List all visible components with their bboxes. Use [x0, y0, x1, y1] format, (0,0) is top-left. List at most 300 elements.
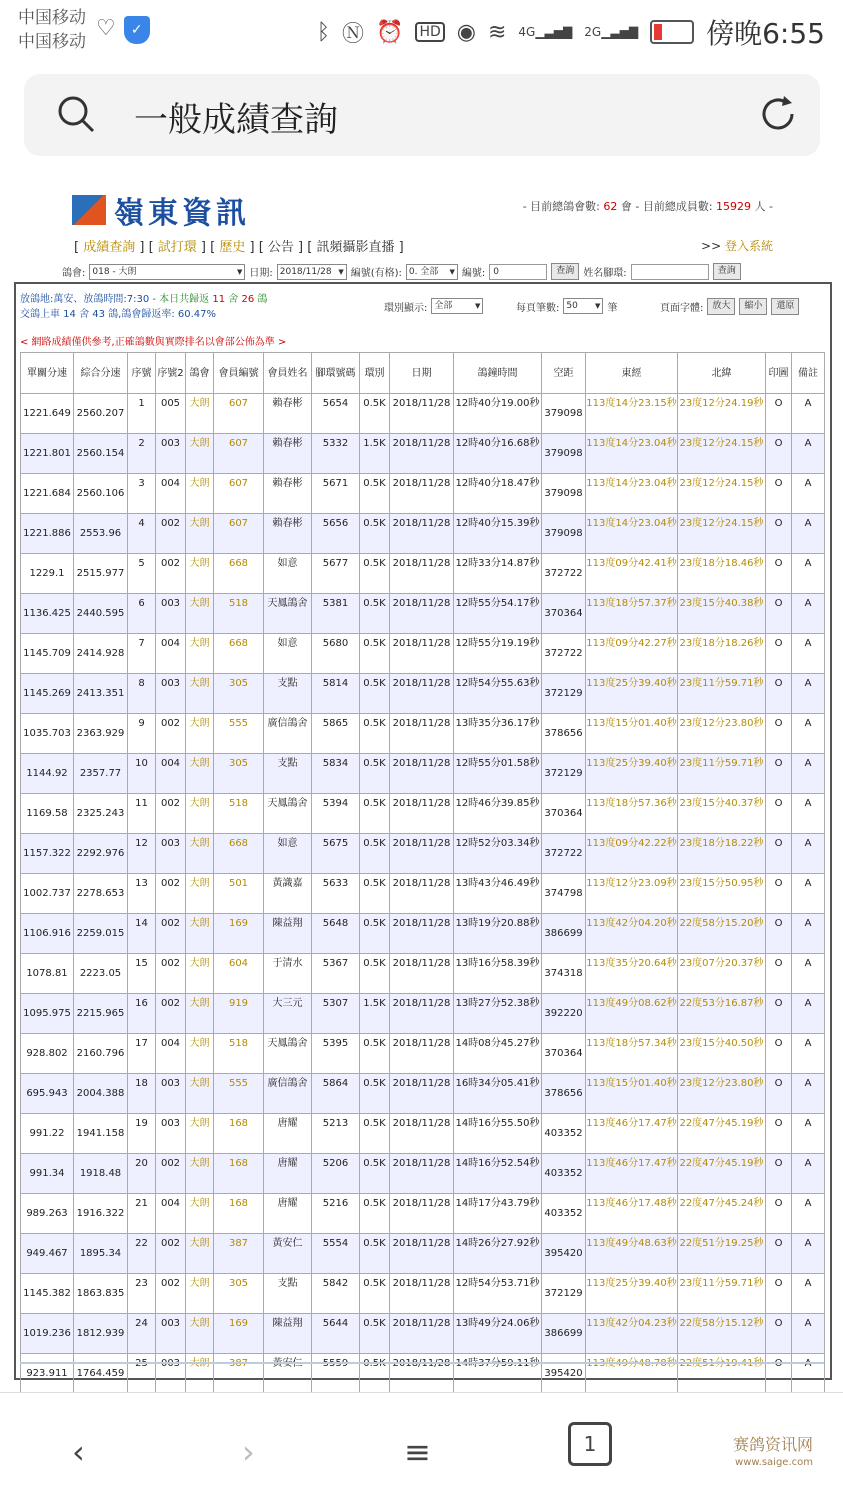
logo-text: 嶺東資訊: [114, 196, 250, 231]
table-cell: [766, 1354, 792, 1394]
table-cell: 2018/11/28: [390, 994, 454, 1034]
table-cell: 113度14分23.04秒: [586, 514, 678, 554]
date-select[interactable]: 2018/11/28 ▼: [277, 264, 347, 280]
table-cell: 002: [156, 1234, 186, 1274]
table-cell: 2004.388: [74, 1074, 128, 1114]
table-cell: 23度12分23.80秒: [678, 1074, 766, 1114]
table-cell: 大朗: [186, 674, 214, 714]
query-button[interactable]: 查詢: [551, 263, 579, 280]
table-cell: 1.5K: [360, 434, 390, 474]
table-cell: 113度09分42.27秒: [586, 634, 678, 674]
table-row: [21, 474, 825, 514]
nav-live[interactable]: 訊頻攝影直播: [316, 240, 395, 255]
table-cell: [156, 1354, 186, 1394]
zoom-out-button[interactable]: 縮小: [739, 298, 767, 315]
table-cell: 0.5K: [360, 674, 390, 714]
table-cell: 2: [128, 434, 156, 474]
table-cell: A: [792, 1234, 825, 1274]
table-cell: 004: [156, 1034, 186, 1074]
table-cell[interactable]: 501: [214, 874, 264, 914]
table-cell: 大朗: [186, 914, 214, 954]
table-cell: 113度15分01.40秒: [586, 714, 678, 754]
table-row: [21, 1114, 825, 1154]
table-cell: 1764.459: [74, 1354, 128, 1394]
table-cell: 113度49分08.62秒: [586, 994, 678, 1034]
table-cell: 113度42分04.20秒: [586, 914, 678, 954]
col-header: 印圖: [766, 353, 792, 394]
table-cell: 2018/11/28: [390, 1154, 454, 1194]
table-cell: 5554: [312, 1234, 360, 1274]
table-cell: 1916.322: [74, 1194, 128, 1234]
table-row: [21, 674, 825, 714]
table-cell: 002: [156, 994, 186, 1034]
table-cell: 2018/11/28: [390, 394, 454, 434]
table-cell: 002: [156, 914, 186, 954]
table-cell: 002: [156, 1274, 186, 1314]
table-cell[interactable]: 607: [214, 514, 264, 554]
table-cell: O: [766, 554, 792, 594]
bottom-nav-bar: [0, 1392, 843, 1501]
col-header: 日期: [390, 353, 454, 394]
name-ring-input[interactable]: [631, 264, 709, 280]
watermark: 赛鸽资讯网 www.saige.com: [732, 1435, 813, 1468]
table-cell: 395420: [542, 1354, 586, 1394]
table-cell: 10: [128, 754, 156, 794]
table-cell: 5654: [312, 394, 360, 434]
nfc-icon: Ⓝ: [342, 21, 365, 47]
table-cell: A: [792, 634, 825, 674]
col-header: 序號: [128, 353, 156, 394]
table-cell: 2018/11/28: [390, 674, 454, 714]
table-cell: 廣信鴿舍: [264, 714, 312, 754]
table-cell: 002: [156, 514, 186, 554]
filter-bar: 鴿會: 018 - 大朗 ▼ 日期: 2018/11/28 ▼ 編號(有格): 0. 全部 ▼ 編號: 0 查詢 姓名腳環: 查詢: [62, 263, 741, 280]
table-cell: 386699: [542, 914, 586, 954]
login-link[interactable]: 登入系統: [724, 239, 773, 253]
table-cell: 5394: [312, 794, 360, 834]
table-cell: O: [766, 594, 792, 634]
table-cell: 13時16分58.39秒: [454, 954, 542, 994]
tabs-icon[interactable]: 1: [568, 1422, 612, 1466]
table-cell: 5633: [312, 874, 360, 914]
table-cell: 22度58分15.20秒: [678, 914, 766, 954]
table-cell: 0.5K: [360, 554, 390, 594]
table-cell: 0.5K: [360, 954, 390, 994]
table-cell[interactable]: 305: [214, 1274, 264, 1314]
table-cell: 5644: [312, 1314, 360, 1354]
ring-type-select[interactable]: 0. 全部 ▼: [406, 264, 458, 280]
search-icon[interactable]: [56, 94, 96, 134]
table-cell: 003: [156, 1074, 186, 1114]
table-cell[interactable]: 668: [214, 634, 264, 674]
table-cell: 113度46分17.48秒: [586, 1194, 678, 1234]
table-cell: 賴春彬: [264, 434, 312, 474]
table-cell: 13時43分46.49秒: [454, 874, 542, 914]
signal-4g-icon: 4G▁▃▅▇: [518, 25, 573, 39]
nav-trial[interactable]: 試打環: [157, 240, 197, 255]
table-cell[interactable]: 668: [214, 554, 264, 594]
table-row: [21, 914, 825, 954]
nav-results[interactable]: 成績查詢: [83, 240, 136, 255]
table-cell[interactable]: 668: [214, 834, 264, 874]
table-cell: A: [792, 514, 825, 554]
table-cell: 2018/11/28: [390, 514, 454, 554]
table-cell: 379098: [542, 514, 586, 554]
table-cell: 大朗: [186, 834, 214, 874]
table-cell: 14時17分43.79秒: [454, 1194, 542, 1234]
table-cell: 3: [128, 474, 156, 514]
table-cell: 2560.154: [74, 434, 128, 474]
table-cell: 002: [156, 954, 186, 994]
table-cell: 2018/11/28: [390, 874, 454, 914]
table-row: [21, 1354, 825, 1394]
table-cell: A: [792, 994, 825, 1034]
table-cell: 005: [156, 394, 186, 434]
col-header: 綜合分速: [74, 353, 128, 394]
table-cell: 賴春彬: [264, 394, 312, 434]
browser-address-bar[interactable]: [24, 74, 820, 156]
table-cell: 21: [128, 1194, 156, 1234]
table-cell: 0.5K: [360, 394, 390, 434]
table-cell: 0.5K: [360, 1274, 390, 1314]
col-header: 會員姓名: [264, 353, 312, 394]
table-cell: 374798: [542, 874, 586, 914]
table-cell: 2363.929: [74, 714, 128, 754]
table-cell: 991.34: [21, 1154, 74, 1194]
table-cell: 003: [156, 1314, 186, 1354]
table-header-row: [21, 353, 825, 394]
table-cell: 5865: [312, 714, 360, 754]
table-cell: 1863.835: [74, 1274, 128, 1314]
table-cell: 2018/11/28: [390, 594, 454, 634]
table-row: [21, 1274, 825, 1314]
table-cell: 13時35分36.17秒: [454, 714, 542, 754]
table-cell: 2018/11/28: [390, 754, 454, 794]
table-cell: 003: [156, 674, 186, 714]
table-cell: 14: [128, 914, 156, 954]
table-cell: 2018/11/28: [390, 1234, 454, 1274]
signal-2g-icon: 2G▁▃▅▇: [584, 25, 639, 39]
table-cell: 12時40分18.47秒: [454, 474, 542, 514]
table-cell[interactable]: 555: [214, 1074, 264, 1114]
table-cell: 923.911: [21, 1354, 74, 1394]
table-cell: 5213: [312, 1114, 360, 1154]
table-cell: 113度14分23.15秒: [586, 394, 678, 434]
table-cell: 1157.322: [21, 834, 74, 874]
table-cell: 1221.684: [21, 474, 74, 514]
table-row: [21, 1154, 825, 1194]
table-cell: 372722: [542, 554, 586, 594]
table-cell[interactable]: 169: [214, 1314, 264, 1354]
table-row: [21, 554, 825, 594]
table-cell: 23度11分59.71秒: [678, 1274, 766, 1314]
table-cell: 大朗: [186, 1194, 214, 1234]
table-cell: 370364: [542, 1034, 586, 1074]
club-count: 62: [603, 200, 618, 213]
table-cell: O: [766, 754, 792, 794]
table-cell: A: [792, 874, 825, 914]
table-cell: 0.5K: [360, 1234, 390, 1274]
table-cell: 5395: [312, 1034, 360, 1074]
table-cell: 大朗: [186, 794, 214, 834]
table-cell: 23度15分40.50秒: [678, 1034, 766, 1074]
table-cell: 大朗: [186, 1074, 214, 1114]
table-cell: [264, 1354, 312, 1394]
refresh-icon[interactable]: [758, 94, 798, 134]
club-select[interactable]: 018 - 大朗 ▼: [89, 264, 245, 280]
table-cell: 15: [128, 954, 156, 994]
table-cell: 113度15分01.40秒: [586, 1074, 678, 1114]
table-cell: A: [792, 1274, 825, 1314]
table-cell: 唐耀: [264, 1114, 312, 1154]
table-cell: 1895.34: [74, 1234, 128, 1274]
table-cell: 374318: [542, 954, 586, 994]
table-cell: 2018/11/28: [390, 714, 454, 754]
table-cell: 378656: [542, 714, 586, 754]
table-cell: 5332: [312, 434, 360, 474]
number-input[interactable]: 0: [489, 264, 547, 280]
query-button-2[interactable]: 查詢: [713, 263, 741, 280]
menu-icon[interactable]: ≡: [404, 1433, 431, 1471]
col-header: 序號2: [156, 353, 186, 394]
table-cell: 113度09分42.22秒: [586, 834, 678, 874]
table-cell: 賴春彬: [264, 474, 312, 514]
table-cell: 22度47分45.24秒: [678, 1194, 766, 1234]
table-cell: A: [792, 714, 825, 754]
table-cell: O: [766, 1314, 792, 1354]
login-link-wrap: >> 登入系統: [701, 239, 773, 253]
shield-icon: ✓: [124, 16, 150, 44]
table-cell: 12時54分55.63秒: [454, 674, 542, 714]
nav-history[interactable]: 歷史: [219, 240, 246, 255]
table-row: [21, 634, 825, 674]
site-logo[interactable]: [72, 188, 250, 232]
table-cell: A: [792, 1154, 825, 1194]
table-cell: 22度58分15.12秒: [678, 1314, 766, 1354]
table-cell: 5842: [312, 1274, 360, 1314]
table-cell[interactable]: 168: [214, 1154, 264, 1194]
table-cell: 23度18分18.46秒: [678, 554, 766, 594]
table-cell: 22度47分45.19秒: [678, 1114, 766, 1154]
table-cell: O: [766, 714, 792, 754]
table-cell: 19: [128, 1114, 156, 1154]
ring-display-control: 環別顯示: 全部 ▼: [384, 298, 483, 314]
col-header: 鴿鐘時間: [454, 353, 542, 394]
table-cell[interactable]: 518: [214, 794, 264, 834]
table-cell[interactable]: 607: [214, 434, 264, 474]
table-cell: 5864: [312, 1074, 360, 1114]
table-row: [21, 714, 825, 754]
table-cell: 12時55分19.19秒: [454, 634, 542, 674]
table-cell: 12時52分03.34秒: [454, 834, 542, 874]
table-cell[interactable]: 305: [214, 754, 264, 794]
table-cell: 大朗: [186, 714, 214, 754]
table-cell: O: [766, 474, 792, 514]
col-header: 東經: [586, 353, 678, 394]
per-page-control: 每頁筆數: 50 ▼ 筆: [516, 298, 617, 314]
table-cell: 8: [128, 674, 156, 714]
table-cell: 1221.801: [21, 434, 74, 474]
battery-icon: [650, 20, 694, 44]
status-bar: [0, 0, 843, 62]
table-cell: [586, 1354, 678, 1394]
table-cell: 大朗: [186, 994, 214, 1034]
table-cell: 廣信鴿舍: [264, 1074, 312, 1114]
table-cell: [792, 1354, 825, 1394]
per-page-select[interactable]: 50 ▼: [563, 298, 603, 314]
table-cell[interactable]: 919: [214, 994, 264, 1034]
table-row: [21, 754, 825, 794]
table-cell: 0.5K: [360, 1114, 390, 1154]
table-cell: 372722: [542, 834, 586, 874]
table-cell: 372129: [542, 1274, 586, 1314]
table-cell: 12時46分39.85秒: [454, 794, 542, 834]
table-cell: [454, 1354, 542, 1394]
table-row: [21, 954, 825, 994]
table-cell: 5814: [312, 674, 360, 714]
table-cell: 5381: [312, 594, 360, 634]
table-cell: 16時34分05.41秒: [454, 1074, 542, 1114]
table-cell: 于清水: [264, 954, 312, 994]
table-cell: 13時49分24.06秒: [454, 1314, 542, 1354]
col-header: 鴿會: [186, 353, 214, 394]
table-cell: 113度18分57.36秒: [586, 794, 678, 834]
table-cell: 0.5K: [360, 474, 390, 514]
table-cell: 天鳳鴿舍: [264, 594, 312, 634]
table-cell: 2018/11/28: [390, 474, 454, 514]
table-cell: 14時26分27.92秒: [454, 1234, 542, 1274]
member-count: 15929: [716, 200, 752, 213]
table-cell: 2292.976: [74, 834, 128, 874]
table-cell: 004: [156, 634, 186, 674]
table-row: [21, 1074, 825, 1114]
table-cell: 陳益翔: [264, 914, 312, 954]
table-cell: O: [766, 1154, 792, 1194]
table-cell: A: [792, 594, 825, 634]
table-cell: 0.5K: [360, 1154, 390, 1194]
table-cell: 5656: [312, 514, 360, 554]
table-cell: 2160.796: [74, 1034, 128, 1074]
zoom-in-button[interactable]: 放大: [707, 298, 735, 315]
table-cell: [360, 1354, 390, 1394]
table-cell: 2414.928: [74, 634, 128, 674]
table-cell: A: [792, 1314, 825, 1354]
table-cell: 22度47分45.19秒: [678, 1154, 766, 1194]
return-rate: 交鴿上車 14 舍 43 鴿,鴿會歸返率: 60.47%: [20, 309, 217, 320]
table-row: [21, 434, 825, 474]
table-cell: A: [792, 434, 825, 474]
table-footer-line: [20, 1362, 824, 1364]
forward-icon[interactable]: ›: [242, 1433, 255, 1471]
col-header: 單關分速: [21, 353, 74, 394]
table-row: [21, 1314, 825, 1354]
table-cell: 支點: [264, 674, 312, 714]
table-cell: 20: [128, 1154, 156, 1194]
table-cell: O: [766, 1194, 792, 1234]
table-cell: O: [766, 1234, 792, 1274]
table-cell: 949.467: [21, 1234, 74, 1274]
table-cell: 天鳳鴿舍: [264, 1034, 312, 1074]
table-cell: 2018/11/28: [390, 1194, 454, 1234]
table-cell: 113度49分48.63秒: [586, 1234, 678, 1274]
table-cell: 991.22: [21, 1114, 74, 1154]
table-cell: A: [792, 474, 825, 514]
table-cell: 0.5K: [360, 874, 390, 914]
col-header: 環別: [360, 353, 390, 394]
table-cell: 23度18分18.26秒: [678, 634, 766, 674]
table-cell[interactable]: 305: [214, 674, 264, 714]
table-cell[interactable]: 169: [214, 914, 264, 954]
table-cell: O: [766, 514, 792, 554]
table-cell: 13: [128, 874, 156, 914]
table-cell: 5671: [312, 474, 360, 514]
table-cell: 113度25分39.40秒: [586, 1274, 678, 1314]
table-cell: 23度18分18.22秒: [678, 834, 766, 874]
table-cell[interactable]: 518: [214, 1034, 264, 1074]
back-icon[interactable]: ‹: [72, 1433, 85, 1471]
table-cell: 1918.48: [74, 1154, 128, 1194]
table-cell: 2560.106: [74, 474, 128, 514]
table-row: [21, 1034, 825, 1074]
table-cell: 23度15分50.95秒: [678, 874, 766, 914]
results-table: [20, 352, 825, 1434]
table-cell[interactable]: 607: [214, 394, 264, 434]
table-cell: 1002.737: [21, 874, 74, 914]
table-cell: 24: [128, 1314, 156, 1354]
wifi-icon: ≋: [487, 19, 507, 45]
table-cell[interactable]: 168: [214, 1114, 264, 1154]
page-title[interactable]: 一般成績查詢: [134, 100, 338, 140]
table-cell[interactable]: 607: [214, 474, 264, 514]
table-cell: 002: [156, 714, 186, 754]
table-cell: 大三元: [264, 994, 312, 1034]
table-cell[interactable]: 168: [214, 1194, 264, 1234]
table-cell: 大朗: [186, 554, 214, 594]
table-cell: 5307: [312, 994, 360, 1034]
table-row: [21, 834, 825, 874]
site-nav: [ 成績查詢 ] [ 試打環 ] [ 歷史 ] [ 公告 ] [ 訊頻攝影直播 ]: [74, 240, 404, 255]
table-cell[interactable]: 604: [214, 954, 264, 994]
table-cell: 113度46分17.47秒: [586, 1114, 678, 1154]
table-cell: 2018/11/28: [390, 1074, 454, 1114]
table-cell: 1812.939: [74, 1314, 128, 1354]
table-cell: 695.943: [21, 1074, 74, 1114]
table-row: [21, 994, 825, 1034]
table-cell: 23: [128, 1274, 156, 1314]
table-cell: 23度12分24.15秒: [678, 474, 766, 514]
table-cell: O: [766, 874, 792, 914]
carrier-1: 中国移动: [18, 8, 86, 28]
table-cell[interactable]: [214, 1354, 264, 1394]
nav-announce[interactable]: 公告: [267, 240, 294, 255]
table-cell: 0.5K: [360, 1194, 390, 1234]
table-cell: 22: [128, 1234, 156, 1274]
table-cell: 1.5K: [360, 994, 390, 1034]
ring-display-select[interactable]: 全部 ▼: [431, 298, 483, 314]
table-row: [21, 874, 825, 914]
table-cell[interactable]: 518: [214, 594, 264, 634]
table-cell: 1106.916: [21, 914, 74, 954]
table-cell: 378656: [542, 1074, 586, 1114]
table-cell: 2018/11/28: [390, 914, 454, 954]
reset-font-button[interactable]: 還原: [771, 298, 799, 315]
table-cell[interactable]: 387: [214, 1234, 264, 1274]
table-cell[interactable]: 555: [214, 714, 264, 754]
table-cell: 6: [128, 594, 156, 634]
table-cell: 003: [156, 594, 186, 634]
table-cell: 12時55分54.17秒: [454, 594, 542, 634]
col-header: 會員編號: [214, 353, 264, 394]
